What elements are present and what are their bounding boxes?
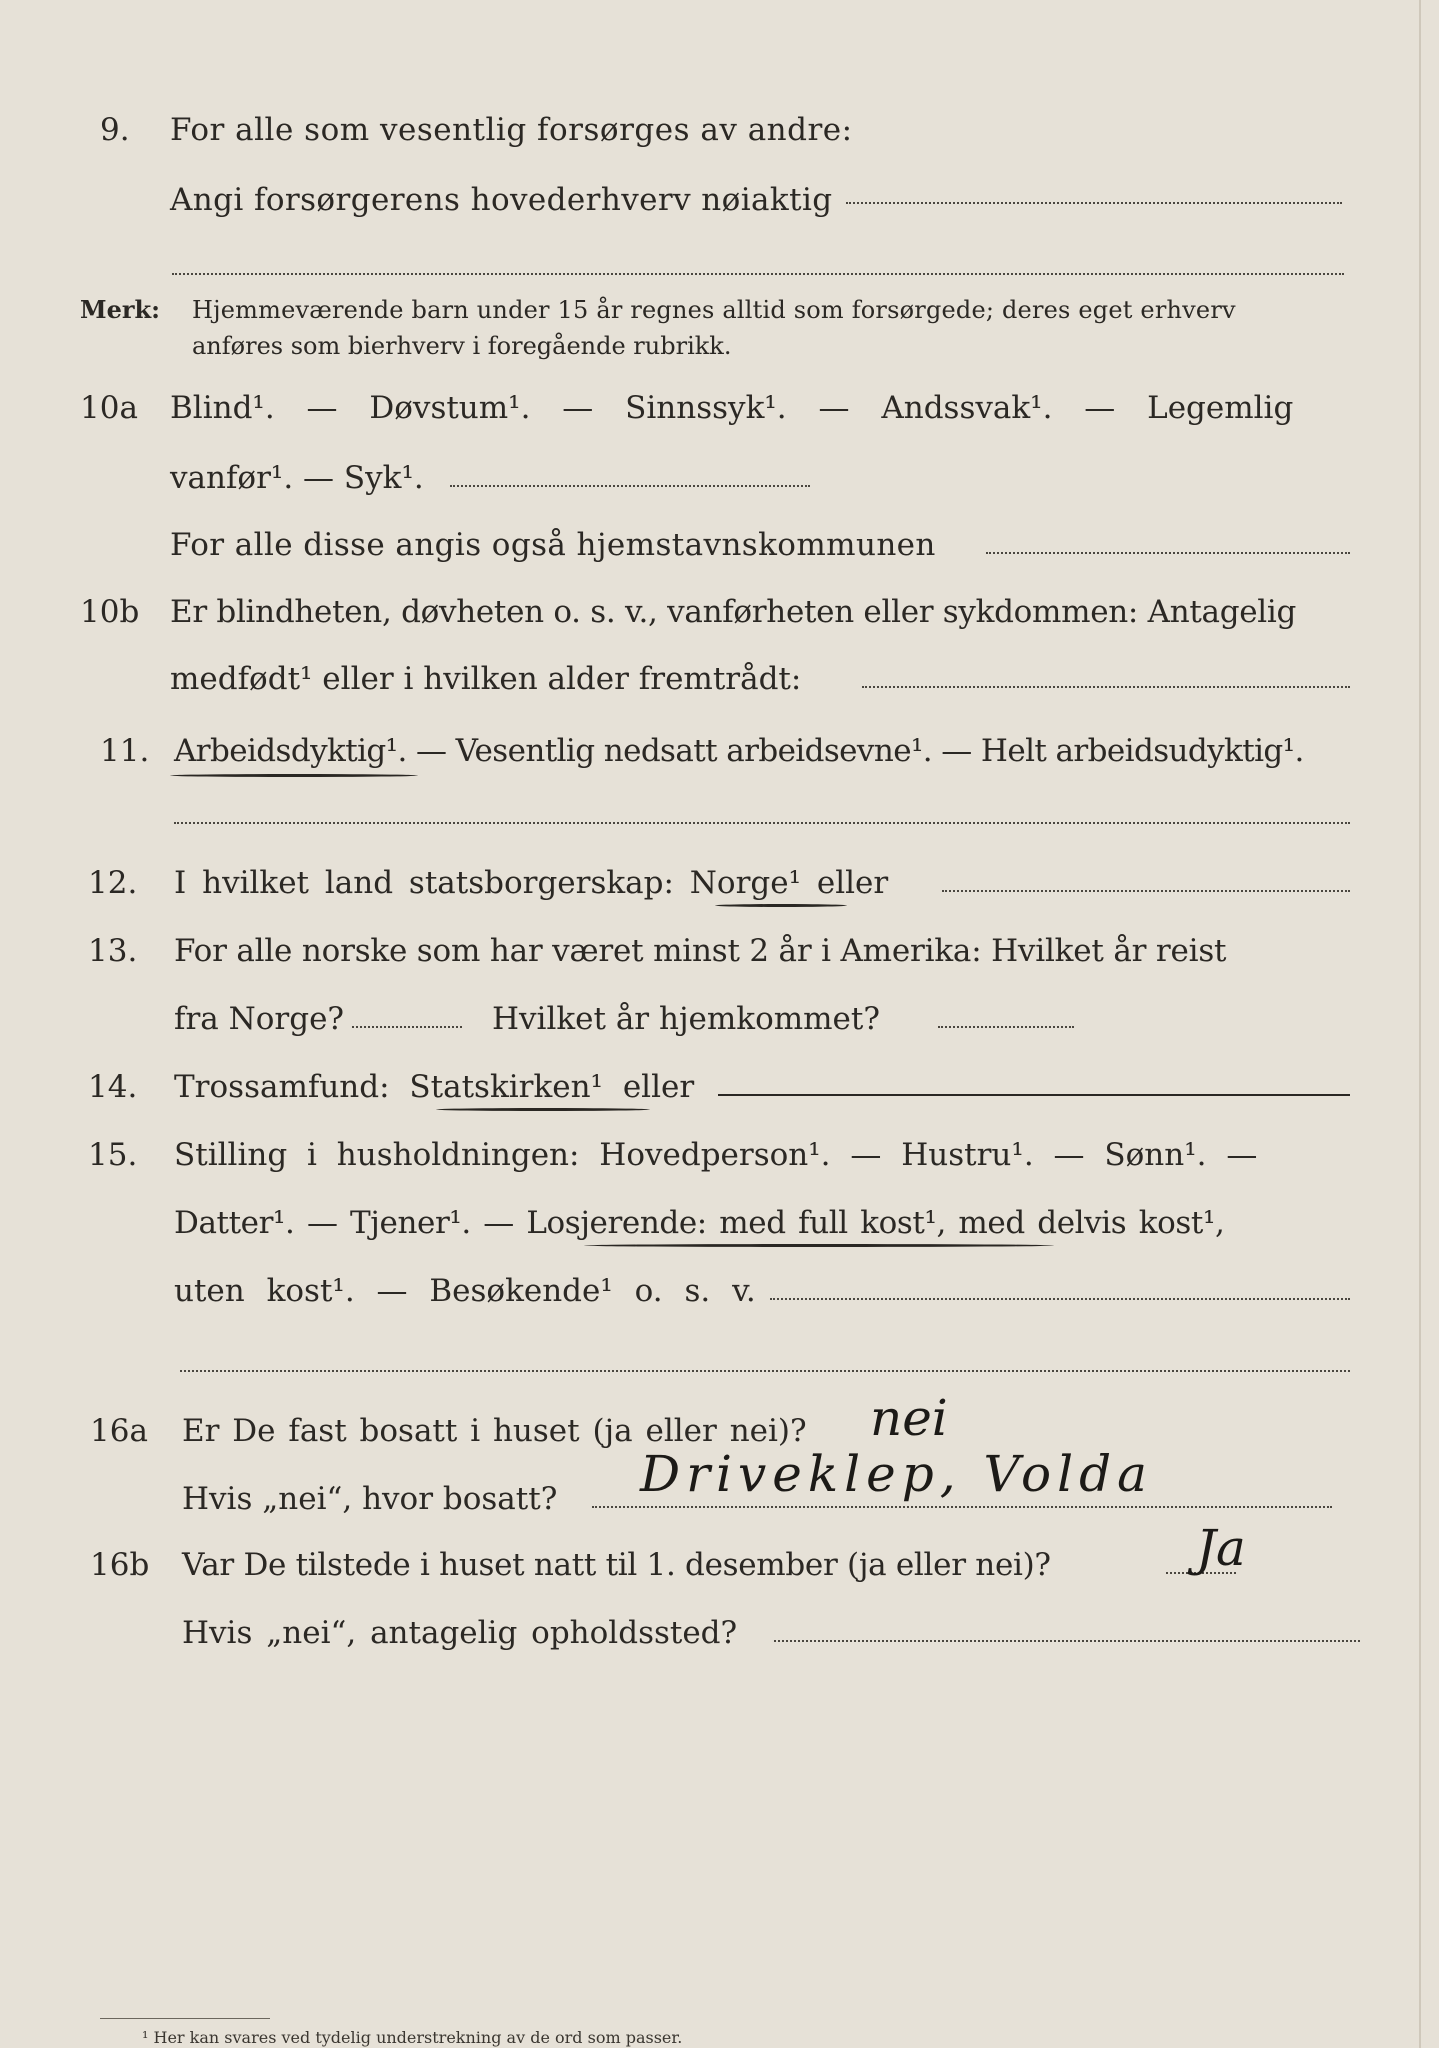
q11-line1: Arbeidsdyktig¹. — Vesentlig nedsatt arbeidsevne¹. — Helt arbeidsudyktig¹.: [174, 733, 1304, 769]
q10a-answer-line-1[interactable]: [450, 485, 810, 487]
q13-number: 13.: [88, 933, 138, 969]
q16a-number: 16a: [90, 1413, 148, 1449]
q11-answer-line[interactable]: [174, 822, 1350, 824]
q9-answer-line-1[interactable]: [846, 202, 1342, 204]
q16a-answer-line-2[interactable]: [592, 1506, 1332, 1508]
q15-line3: uten kost¹. — Besøkende¹ o. s. v.: [174, 1273, 756, 1309]
q12-underline-norge: [715, 904, 847, 907]
q14-underline-statskirken: [436, 1108, 650, 1111]
merk-label: Merk:: [80, 295, 160, 324]
q11-underline-arbeidsdyktig: [170, 774, 418, 777]
q12-line1: I hvilket land statsborgerskap: Norge¹ eller: [174, 865, 889, 901]
q16b-handwritten-answer: Ja: [1196, 1519, 1246, 1577]
merk-line1: Hjemmeværende barn under 15 år regnes alltid som forsørgede; deres eget erhverv: [192, 296, 1236, 324]
q15-underline-losjerende: [584, 1244, 1054, 1247]
q10b-answer-line[interactable]: [862, 686, 1350, 688]
q13-answer-reist[interactable]: [352, 1026, 462, 1028]
q9-line2: Angi forsørgerens hovederhverv nøiaktig: [170, 182, 833, 218]
q12-number: 12.: [88, 865, 138, 901]
q13-line2b: Hvilket år hjemkommet?: [492, 1001, 880, 1037]
footnote-rule: [100, 2018, 270, 2019]
q15-answer-line-2[interactable]: [180, 1370, 1350, 1372]
q10a-number: 10a: [80, 390, 138, 426]
q16b-answer-line-2[interactable]: [774, 1640, 1360, 1642]
q9-line1: For alle som vesentlig forsørges av andre:: [170, 112, 853, 148]
q10a-line3: For alle disse angis også hjemstavnskommunen: [170, 527, 936, 563]
q16a-handwritten-answer-1: nei: [870, 1389, 948, 1447]
q15-answer-line-1[interactable]: [770, 1298, 1350, 1300]
q16a-line1: Er De fast bosatt i huset (ja eller nei)?: [182, 1413, 807, 1449]
q16b-number: 16b: [90, 1547, 150, 1583]
q16b-line2: Hvis „nei“, antagelig opholdssted?: [182, 1615, 738, 1651]
q10a-answer-line-2[interactable]: [986, 552, 1350, 554]
q10b-line1: Er blindheten, døvheten o. s. v., vanførheten eller sykdommen: Antagelig: [170, 594, 1297, 630]
footnote: ¹ Her kan svares ved tydelig understrekning av de ord som passer.: [142, 2028, 683, 2047]
q11-number: 11.: [100, 733, 150, 769]
q10b-number: 10b: [80, 594, 140, 630]
q15-line1: Stilling i husholdningen: Hovedperson¹. — Hustru¹. — Sønn¹. —: [174, 1137, 1258, 1173]
q12-answer-line[interactable]: [942, 890, 1350, 892]
page-edge: [1419, 0, 1421, 2048]
q10a-line1: Blind¹. — Døvstum¹. — Sinnssyk¹. — Andssvak¹. — Legemlig: [170, 390, 1294, 426]
q9-answer-line-2[interactable]: [172, 273, 1344, 275]
q16b-line1: Var De tilstede i huset natt til 1. desember (ja eller nei)?: [182, 1547, 1051, 1583]
q10b-line2: medfødt¹ eller i hvilken alder fremtrådt:: [170, 661, 802, 697]
q13-line1: For alle norske som har været minst 2 år i Amerika: Hvilket år reist: [174, 933, 1227, 969]
q14-answer-line[interactable]: [718, 1094, 1350, 1096]
q15-number: 15.: [88, 1137, 138, 1173]
merk-line2: anføres som bierhverv i foregående rubrikk.: [192, 332, 732, 360]
q14-number: 14.: [88, 1069, 138, 1105]
q16a-handwritten-answer-2: Driveklep, Volda: [640, 1445, 1153, 1503]
q14-line1: Trossamfund: Statskirken¹ eller: [174, 1069, 695, 1105]
q9-number: 9.: [100, 112, 130, 148]
q16a-line2: Hvis „nei“, hvor bosatt?: [182, 1481, 558, 1517]
q13-line2a: fra Norge?: [174, 1001, 345, 1037]
q15-line2: Datter¹. — Tjener¹. — Losjerende: med full kost¹, med delvis kost¹,: [174, 1205, 1225, 1241]
q13-answer-hjemkommet[interactable]: [938, 1026, 1074, 1028]
q10a-line2: vanfør¹. — Syk¹.: [170, 460, 424, 496]
